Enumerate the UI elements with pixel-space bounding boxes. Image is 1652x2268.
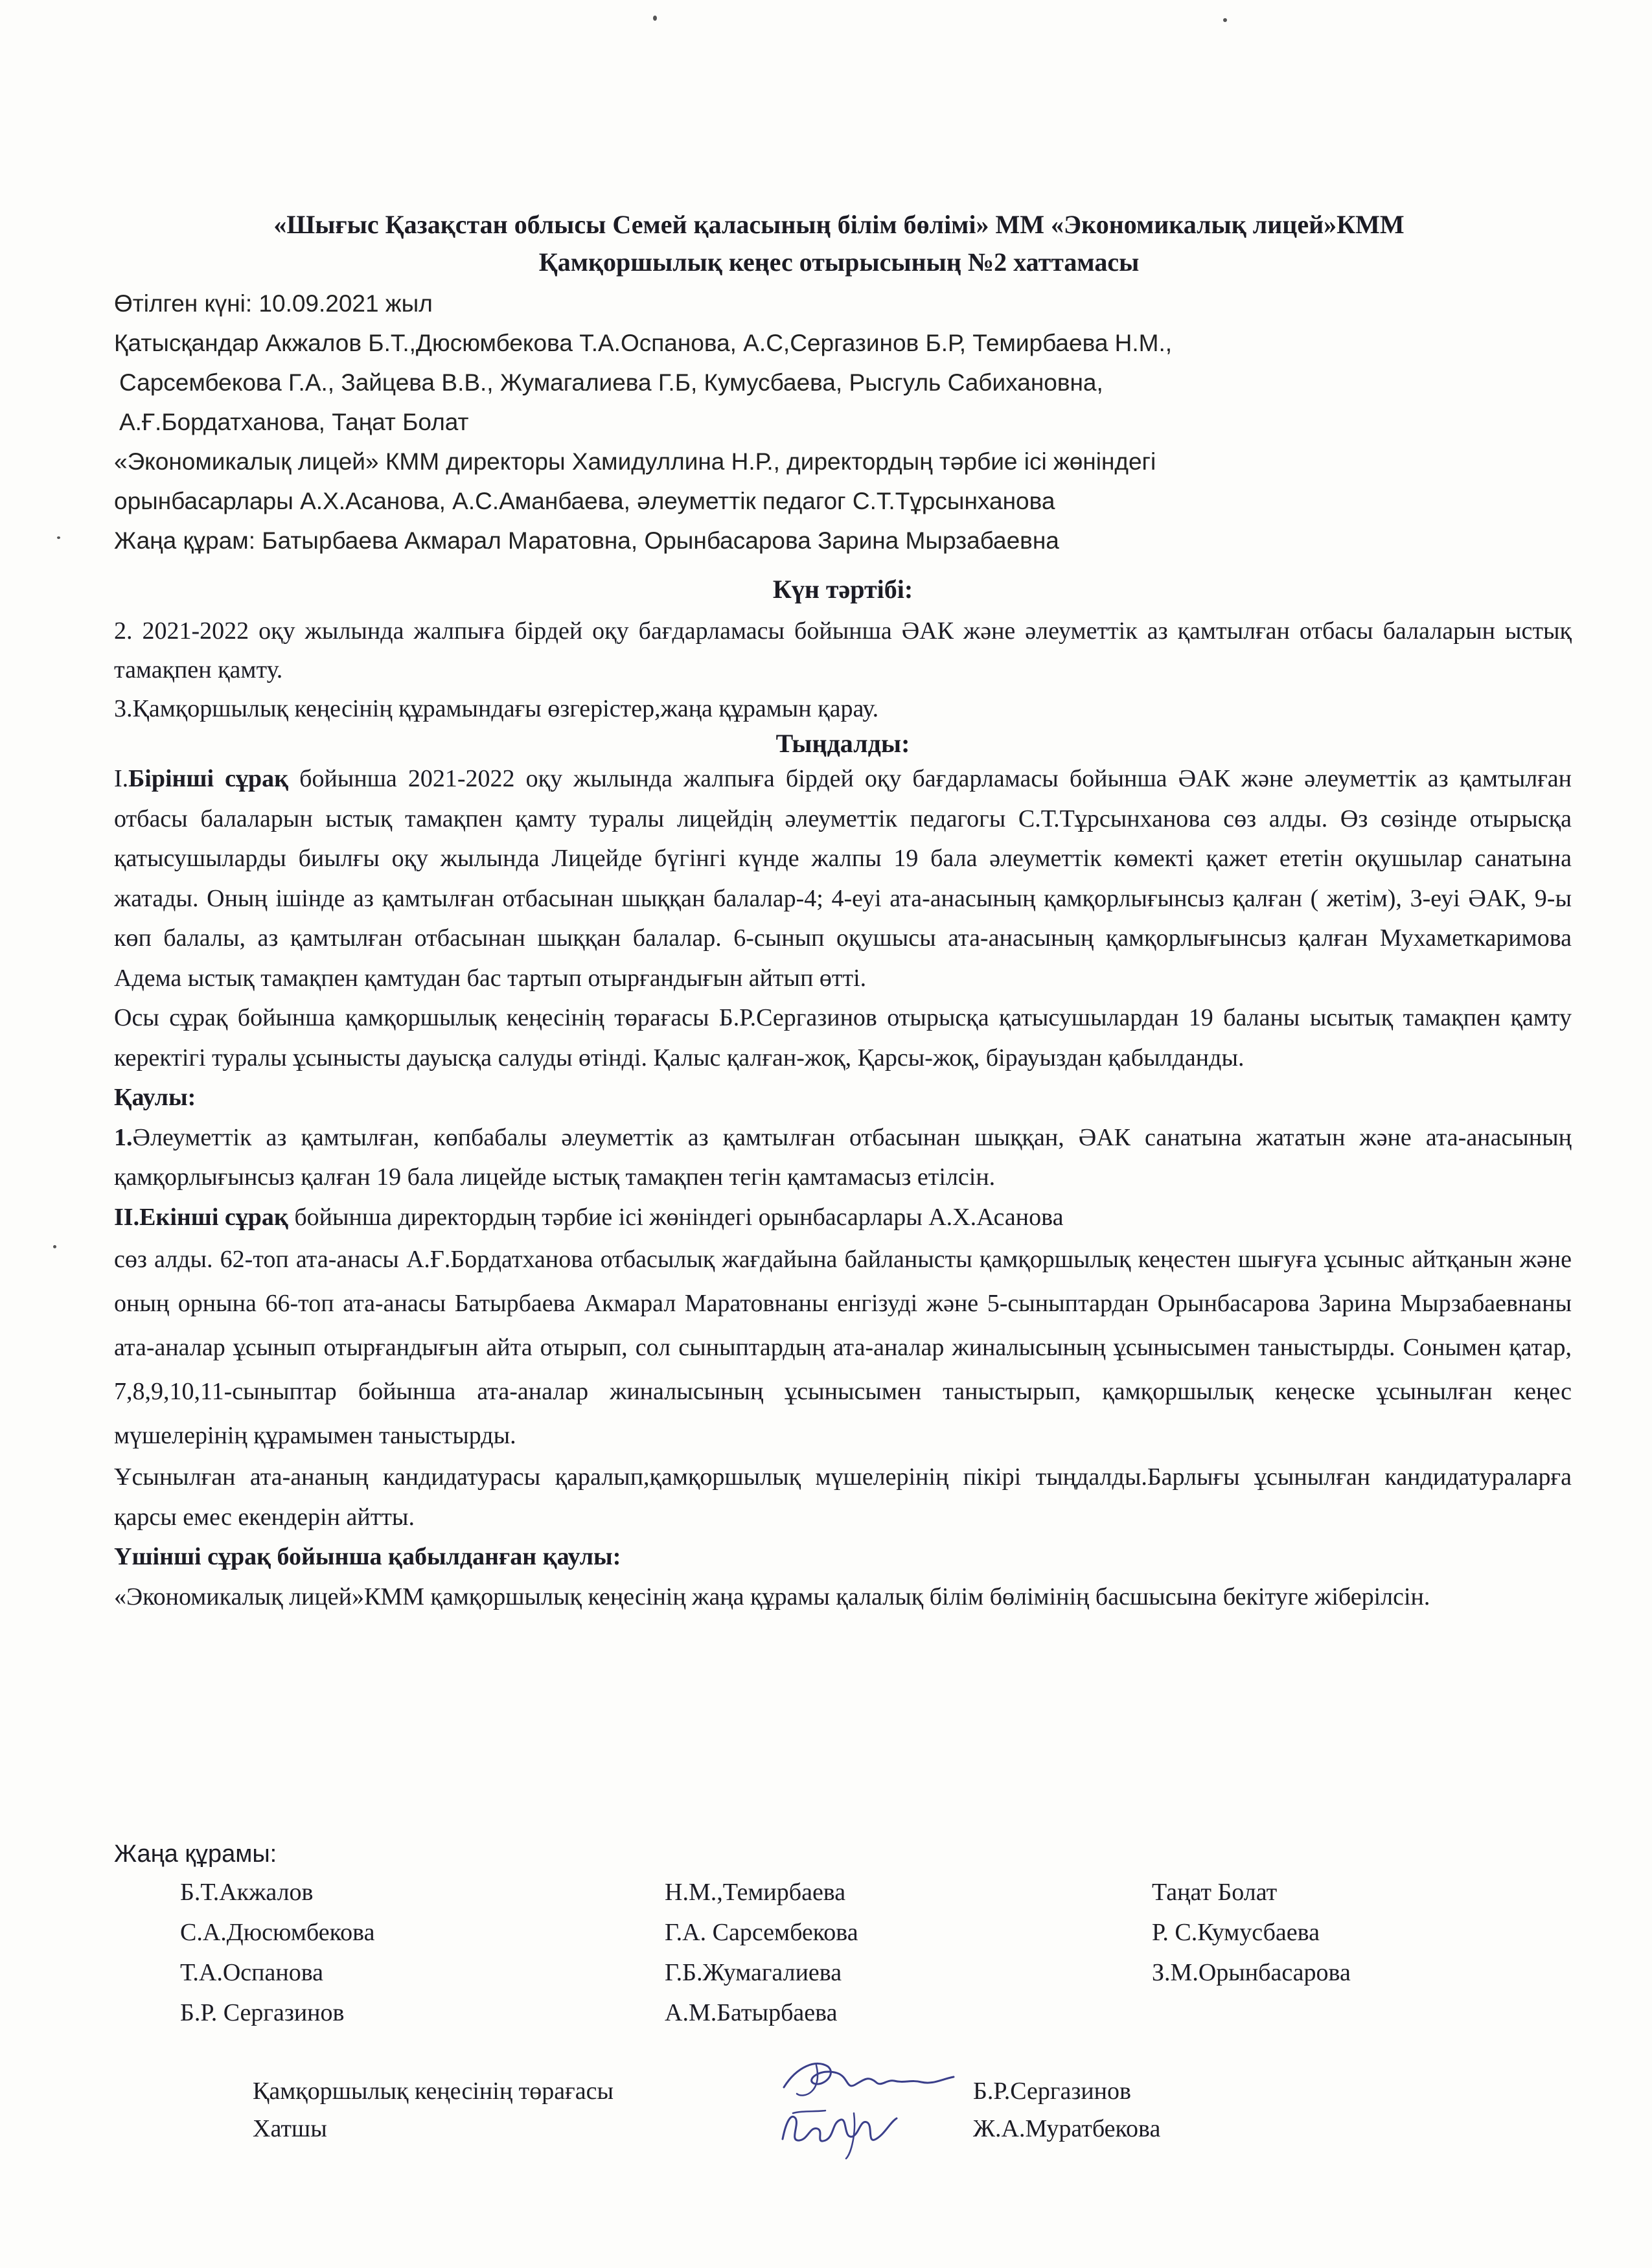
member-name: А.М.Батырбаева	[665, 1999, 838, 2026]
decision-number: 1.	[114, 1123, 133, 1151]
member-name: Г.Б.Жумагалиева	[665, 1959, 842, 1986]
scan-speck	[57, 536, 60, 539]
member-name: Г.А. Сарсембекова	[665, 1919, 858, 1946]
administration-line-1: «Экономикалық лицей» КММ директоры Хамидуллина Н.Р., директордың тәрбие ісі жөніндегі	[114, 448, 1156, 475]
agenda-item-3: 3.Қамқоршылық кеңесінің құрамындағы өзгерістер,жаңа құрамын қарау.	[114, 695, 879, 722]
new-members-line: Жаңа құрам: Батырбаева Акмарал Маратовна, Орынбасарова Зарина Мырзабаевна	[114, 527, 1059, 554]
question-1-paragraph	[114, 759, 1572, 998]
participants-line-1: Қатысқандар Акжалов Б.Т.,Дюсюмбекова Т.А.Оспанова, А.С,Сергазинов Б.Р, Темирбаева Н.М.,	[114, 330, 1173, 356]
agenda-list	[114, 612, 1572, 728]
secretary-signature	[770, 2094, 912, 2165]
scan-speck	[653, 16, 657, 21]
decision-title: Қаулы:	[114, 1084, 196, 1111]
member-name: Б.Р. Сергазинов	[180, 1999, 345, 2026]
question-3-text: «Экономикалық лицей»КММ қамқоршылық кеңесінің жаңа құрамы қалалық білім бөлімінің басшысына бекітуге жіберілсін.	[114, 1583, 1430, 1610]
members-column-2	[665, 1872, 858, 2033]
meeting-date: Өтілген күні: 10.09.2021 жыл	[114, 290, 433, 317]
meeting-meta	[114, 284, 1572, 560]
question-2-heading: Екінші сұрақ	[139, 1203, 288, 1231]
question-2-prefix: ІІ.	[114, 1203, 140, 1231]
header-title: Қамқоршылық кеңес отырысының №2 хаттамасы	[538, 247, 1140, 277]
decision-text: Әлеуметтік аз қамтылған, көпбабалы әлеуметтік аз қамтылған отбасынан шыққан, ӘАК санатына жататын және ата-анасының қамқорлығынсыз қалған 19 бала лицейде ыстық тамақпен тегін қамтамасыз етілсін.	[114, 1123, 1572, 1191]
member-name: З.М.Орынбасарова	[1152, 1959, 1351, 1986]
minutes-body	[114, 759, 1572, 1617]
question-3-title: Үшінші сұрақ бойынша қабылданған қаулы:	[114, 1543, 621, 1570]
question-2-text-2: сөз алды. 62-топ ата-анасы А.Ғ.Бордатханова отбасылық жағдайына байланысты қамқоршылық кеңестен шығуға ұсыныс айтқанын және оның орнына 66-топ ата-анасы Батырбаева Акмарал Маратовнаны енгізуді және 5-сыныптардан Орынбасарова Зарина Мырзабаевнаны ата-аналар ұсынып отырғандығын айта отырып, сол сыныптардың ата-аналар жиналысының ұсынысымен таныстырды. Сонымен қатар, 7,8,9,10,11-сыныптар бойынша ата-аналар жиналысының ұсынысымен таныстырып, қамқоршылық кеңеске ұсынылған кеңес мүшелерінің құрамымен таныстырды.	[114, 1246, 1572, 1449]
participants-line-3: А.Ғ.Бордатханова, Таңат Болат	[119, 409, 469, 435]
member-name: Таңат Болат	[1152, 1879, 1278, 1906]
agenda-title: Күн тәртібі:	[772, 575, 913, 604]
scan-speck	[1223, 18, 1227, 22]
question-1-heading: Бірінші сұрақ	[128, 765, 289, 792]
question-2-heading-line	[114, 1198, 1572, 1238]
member-name: Р. С.Кумусбаева	[1152, 1919, 1320, 1946]
secretary-name: Ж.А.Муратбекова	[973, 2115, 1161, 2142]
member-name: Н.М.,Темирбаева	[665, 1879, 846, 1906]
members-column-1	[180, 1872, 374, 2033]
members-column-3	[1152, 1872, 1351, 1993]
document-header	[97, 206, 1581, 281]
header-organization: «Шығыс Қазақстан облысы Семей қаласының білім бөлімі» ММ «Экономикалық лицей»КММ	[273, 210, 1405, 239]
member-name: Б.Т.Акжалов	[180, 1879, 314, 1906]
decision-paragraph	[114, 1118, 1572, 1198]
member-name: Т.А.Оспанова	[180, 1959, 324, 1986]
chair-role: Қамқоршылық кеңесінің төрағасы	[253, 2078, 614, 2105]
chair-name: Б.Р.Сергазинов	[973, 2078, 1131, 2105]
agenda-item-2: 2. 2021-2022 оқу жылында жалпыға бірдей оқу бағдарламасы бойынша ӘАК және әлеуметтік аз қамтылған отбасы балаларын ыстық тамақпен қамту.	[114, 617, 1572, 683]
participants-line-2: Сарсембекова Г.А., Зайцева В.В., Жумагалиева Г.Б, Кумусбаева, Рысгуль Сабихановна,	[119, 369, 1103, 396]
new-members-label: Жаңа құрамы:	[114, 1840, 277, 1868]
question-2-text-1: бойынша директордың тәрбие ісі жөніндегі орынбасарлары А.Х.Асанова	[288, 1203, 1064, 1231]
question-1-text: бойынша 2021-2022 оқу жылында жалпыға бірдей оқу бағдарламасы бойынша ӘАК және әлеуметтік аз қамтылған отбасы балаларын ыстық тамақпен қамту туралы лицейдің әлеуметтік педагогы С.Т.Тұрсынханова сөз алды. Өз сөзінде отырысқа қатысушыларды биылғы оқу жылында Лицейде бүгінгі күнде жалпы 19 бала әлеуметтік көмекті қажет ететін оқушылар санатына жатады. Оның ішінде аз қамтылған отбасынан шыққан балалар-4; 4-еуі ата-анасының қамқорлығынсыз қалған ( жетім), 3-еуі ӘАК, 9-ы көп балалы, аз қамтылған отбасынан шыққан балалар. 6-сынып оқушысы ата-анасының қамқорлығынсыз қалған Мухаметкаримова Адема ыстық тамақпен қамтудан бас тартып отырғандығын айтып өтті.	[114, 765, 1572, 992]
administration-line-2: орынбасарлары А.Х.Асанова, А.С.Аманбаева, әлеуметтік педагог С.Т.Тұрсынханова	[114, 488, 1055, 514]
question-1-vote: Осы сұрақ бойынша қамқоршылық кеңесінің төрағасы Б.Р.Сергазинов отырысқа қатысушылардан 19 баланы ысытық тамақпен қамту керектігі туралы ұсынысты дауысқа салуды өтінді. Қалыс қалған-жоқ, Қарсы-жоқ, бірауыздан қабылданды.	[114, 1004, 1572, 1071]
question-2-review: Ұсынылған ата-ананың кандидатурасы қаралып,қамқоршылық мүшелерінің пікірі тыңдалды.Барлығы ұсынылған кандидатураларға қарсы емес екендерін айтты.	[114, 1463, 1572, 1531]
scan-speck	[53, 1245, 56, 1248]
listened-title: Тыңдалды:	[775, 729, 910, 758]
member-name: С.А.Дюсюмбекова	[180, 1919, 375, 1946]
question-1-prefix: І.	[114, 765, 129, 792]
secretary-role: Хатшы	[253, 2115, 327, 2142]
